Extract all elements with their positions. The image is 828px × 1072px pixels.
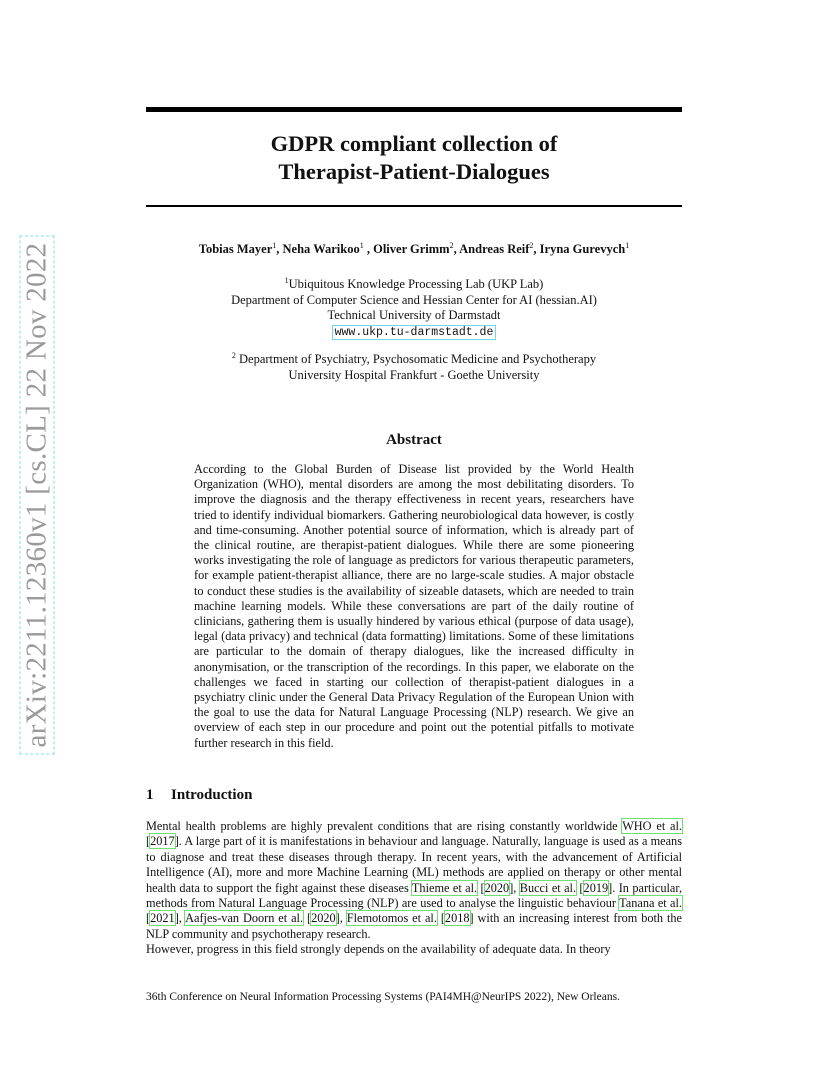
affiliation-university: Technical University of Darmstadt (327, 308, 501, 323)
author-name: Iryna Gurevych (539, 242, 626, 257)
intro-paragraph (146, 819, 682, 942)
affiliation-department: Department of Psychiatry, Psychosomatic Medicine and Psychotherapy (235, 352, 597, 367)
affiliation-2 (146, 348, 682, 383)
affiliation-line (146, 348, 682, 368)
citation-year-link[interactable]: 2018 (444, 911, 470, 926)
affiliation-hospital: University Hospital Frankfurt - Goethe University (288, 367, 540, 382)
conference-footnote: 36th Conference on Neural Information Processing Systems (PAI4MH@NeurIPS 2022), New Orleans. (146, 991, 620, 1003)
section-title: Introduction (171, 787, 253, 803)
title-line-2: Therapist-Patient-Dialogues (278, 159, 550, 184)
abstract-heading: Abstract (386, 432, 442, 448)
affiliation-mark: 2 (231, 351, 236, 360)
introduction-body (146, 819, 682, 958)
intro-text: [ (146, 834, 151, 849)
section-heading (146, 787, 252, 804)
author-affiliation-mark: 1 (625, 241, 630, 250)
author-name: Andreas Reif (459, 242, 530, 257)
author-affiliation-mark: 2 (449, 241, 454, 250)
citation-year-link[interactable]: 2021 (150, 911, 175, 926)
intro-text: Mental health problems are highly prevalent conditions that are rising constantly worldwide (146, 819, 623, 833)
intro-text: ]. In particular, methods from Natural Language Processing (NLP) are used to analyse the linguistic behaviour (146, 880, 683, 911)
affiliation-department: Department of Computer Science and Hessian Center for AI (hessian.AI) (231, 292, 597, 307)
affiliation-line (146, 273, 682, 293)
lab-website-link[interactable]: www.ukp.tu-darmstadt.de (334, 325, 494, 339)
author-name: Oliver Grimm (373, 242, 450, 257)
citation-year-link[interactable]: 2020 (484, 880, 510, 895)
intro-paragraph: However, progress in this field strongly depends on the availability of adequate data. In theory (146, 942, 611, 957)
abstract-text: According to the Global Burden of Disease list provided by the World Health Organization (WHO), mental disorders are among the most debilitating disorders. To improve the diagnosis and the therapy effectiveness in recent years, researchers have tried to identify individual biomarkers. Gathering neurobiological data however, is costly and time-consuming. Another potential source of information, which is already part of the clinical routine, are therapist-patient dialogues. While there are some pioneering works investigating the role of language as predictors for various therapeutic parameters, for example patient-therapist alliance, there are no large-scale studies. A major obstacle to conduct these studies is the availability of sizeable datasets, which are needed to train machine learning models. While these conversations are part of the daily routine of clinicians, gathering them is usually hindered by various ethical (purpose of data usage), legal (data privacy) and technical (data formatting) limitations. Some of these limitations are particular to the domain of therapy dialogues, like the increased difficulty in anonymisation, or the transcription of the recordings. In this paper, we elaborate on the challenges we faced in starting our collection of therapist-patient dialogues in a psychiatry clinic under the General Data Privacy Regulation of the European Union with the goal to use the data for Natural Language Processing (NLP) research. We give an overview of each step in our procedure and point out the potential pitfalls to motivate further research in this field. (194, 462, 634, 750)
citation-year-link[interactable]: 2017 (150, 834, 175, 849)
intro-text: [ (303, 911, 312, 926)
citation-link[interactable]: WHO et al. (622, 819, 683, 833)
author-affiliation-mark: 2 (529, 241, 534, 250)
author-affiliation-mark: 1 (272, 241, 277, 250)
citation-link[interactable]: Flemotomos et al. (346, 911, 437, 926)
author-list: Tobias Mayer$^1$, Neha Warikoo$^1$ , Oliver Grimm$^2$, Andreas Reif$^2$, Iryna Gurevych$^1$ (198, 241, 630, 257)
paper-title (146, 130, 682, 186)
author-name: Tobias Mayer (198, 242, 273, 257)
author-name: Neha Warikoo (282, 242, 360, 257)
title-top-rule (146, 107, 682, 112)
intro-text: ]. A large part of it is manifestations in behaviour and language. Naturally, language is used as a means to diagnose and treat these diseases through therapy. In recent years, with the advancement of Artificial Intelligence (AI), more and more Machine Learning (ML) methods are applied on therapy or other mental health data to support the fight against these diseases (146, 834, 682, 895)
author-affiliation-mark: 1 (359, 241, 364, 250)
intro-text: [ (576, 880, 584, 895)
arxiv-margin (0, 0, 72, 1072)
affiliation-lab: Ubiquitous Knowledge Processing Lab (UKP Lab) (288, 277, 544, 292)
citation-link[interactable]: Tanana et al. (619, 896, 683, 911)
title-line-1: GDPR compliant collection of (270, 131, 558, 156)
citation-link[interactable]: Thieme et al. (411, 880, 478, 895)
intro-text: [ (146, 911, 151, 926)
affiliation-1 (146, 273, 682, 340)
citation-link[interactable]: Aafjes-van Doorn et al. (185, 911, 304, 926)
intro-text: [ (477, 880, 485, 895)
intro-text: ], (335, 911, 347, 926)
citation-year-link[interactable]: 2019 (583, 880, 609, 895)
intro-text: ], (509, 880, 520, 895)
title-bottom-rule (146, 205, 682, 207)
citation-year-link[interactable]: 2020 (311, 911, 336, 926)
affiliation-mark: 1 (284, 276, 289, 285)
section-number: 1 (146, 787, 154, 803)
arxiv-identifier-link[interactable]: arXiv:2211.12360v1 [cs.CL] 22 Nov 2022 (20, 236, 55, 755)
citation-link[interactable]: Bucci et al. (519, 880, 577, 895)
intro-text: ] with an increasing interest from both the NLP community and psychotherapy research. (146, 911, 682, 941)
intro-text: ], (174, 911, 186, 926)
intro-text: [ (436, 911, 445, 926)
